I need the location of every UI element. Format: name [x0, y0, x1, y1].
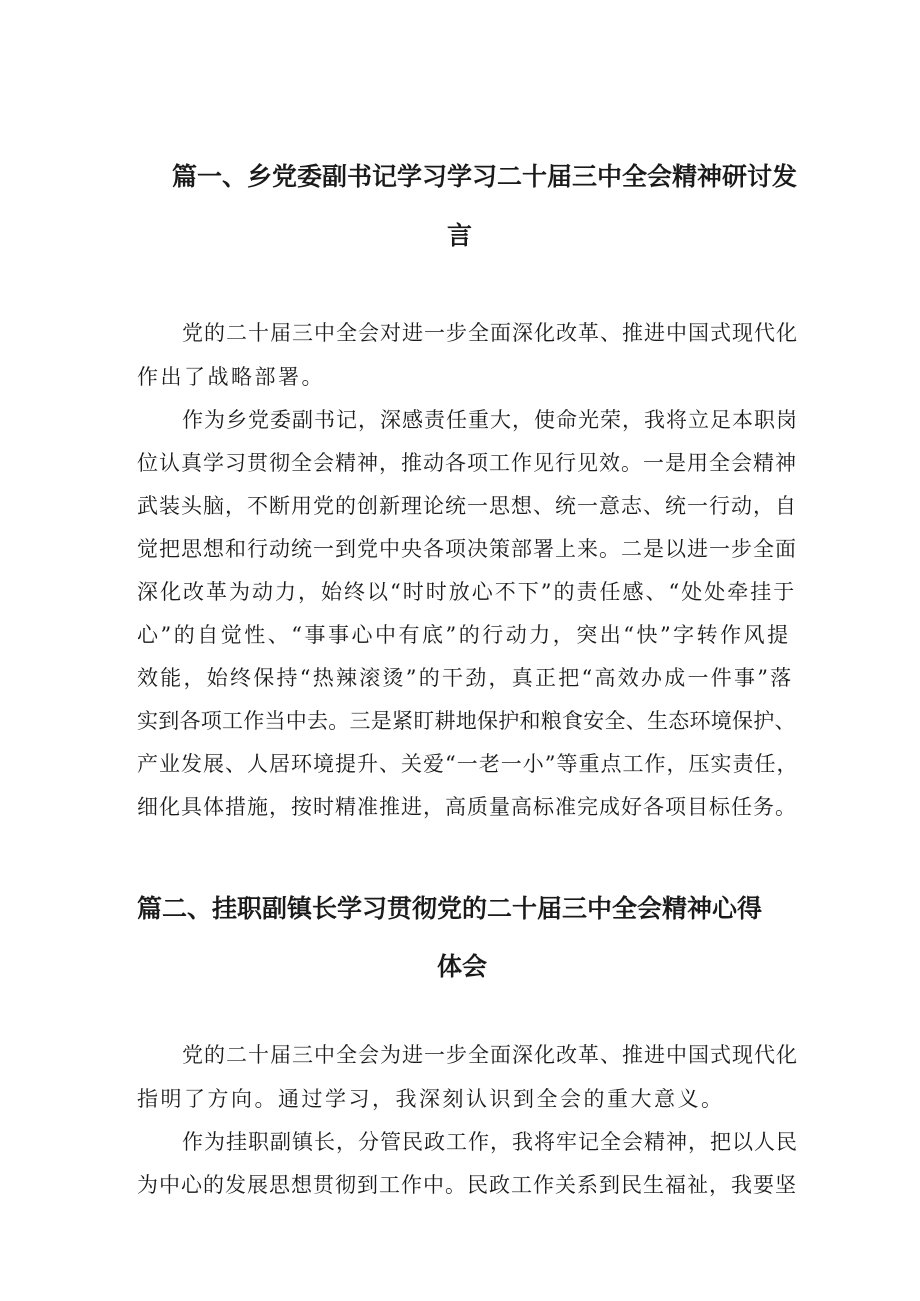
s1-p2-line10: 细化具体措施，按时精准推进，高质量高标准完成好各项目标任务。	[137, 795, 797, 819]
s1-p2-line1: 作为乡党委副书记，深感责任重大，使命光荣，我将立足本职岗	[182, 408, 798, 432]
s2-p1-line2: 指明了方向。通过学习，我深刻认识到全会的重大意义。	[137, 1087, 725, 1111]
s1-p2-line5: 深化改革为动力，始终以“时时放心不下”的责任感、“处处牵挂于	[137, 580, 797, 604]
s1-p2-line3: 武装头脑，不断用党的创新理论统一思想、统一意志、统一行动，自	[137, 494, 797, 518]
s1-p2-line9: 产业发展、人居环境提升、关爱“一老一小”等重点工作，压实责任，	[137, 752, 799, 776]
s2-p2-line2: 为中心的发展思想贯彻到工作中。民政工作关系到民生福祉，我要坚	[137, 1173, 797, 1197]
section2-title-line2: 体会	[437, 952, 488, 981]
s1-p1-line1: 党的二十届三中全会对进一步全面深化改革、推进中国式现代化	[182, 321, 798, 345]
s1-p1-line2: 作出了战略部署。	[137, 365, 325, 389]
section1-title-line1: 篇一、乡党委副书记学习学习二十届三中全会精神研讨发	[172, 162, 798, 191]
s1-p2-line2: 位认真学习贯彻全会精神，推动各项工作见行见效。一是用全会精神	[137, 451, 797, 475]
s1-p2-line4: 觉把思想和行动统一到党中央各项决策部署上来。二是以进一步全面	[137, 537, 797, 561]
s1-p2-line6: 心”的自觉性、“事事心中有底”的行动力，突出“快”字转作风提	[137, 623, 791, 647]
s2-p2-line1: 作为挂职副镇长，分管民政工作，我将牢记全会精神，把以人民	[182, 1130, 798, 1154]
section2-title-line1: 篇二、挂职副镇长学习贯彻党的二十届三中全会精神心得	[137, 894, 763, 923]
s1-p2-line7: 效能，始终保持“热辣滚烫”的干劲，真正把“高效办成一件事”落	[137, 666, 794, 690]
s1-p2-line8: 实到各项工作当中去。三是紧盯耕地保护和粮食安全、生态环境保护、	[137, 709, 796, 733]
section1-title-line2: 言	[447, 221, 473, 250]
s2-p1-line1: 党的二十届三中全会为进一步全面深化改革、推进中国式现代化	[182, 1043, 798, 1067]
